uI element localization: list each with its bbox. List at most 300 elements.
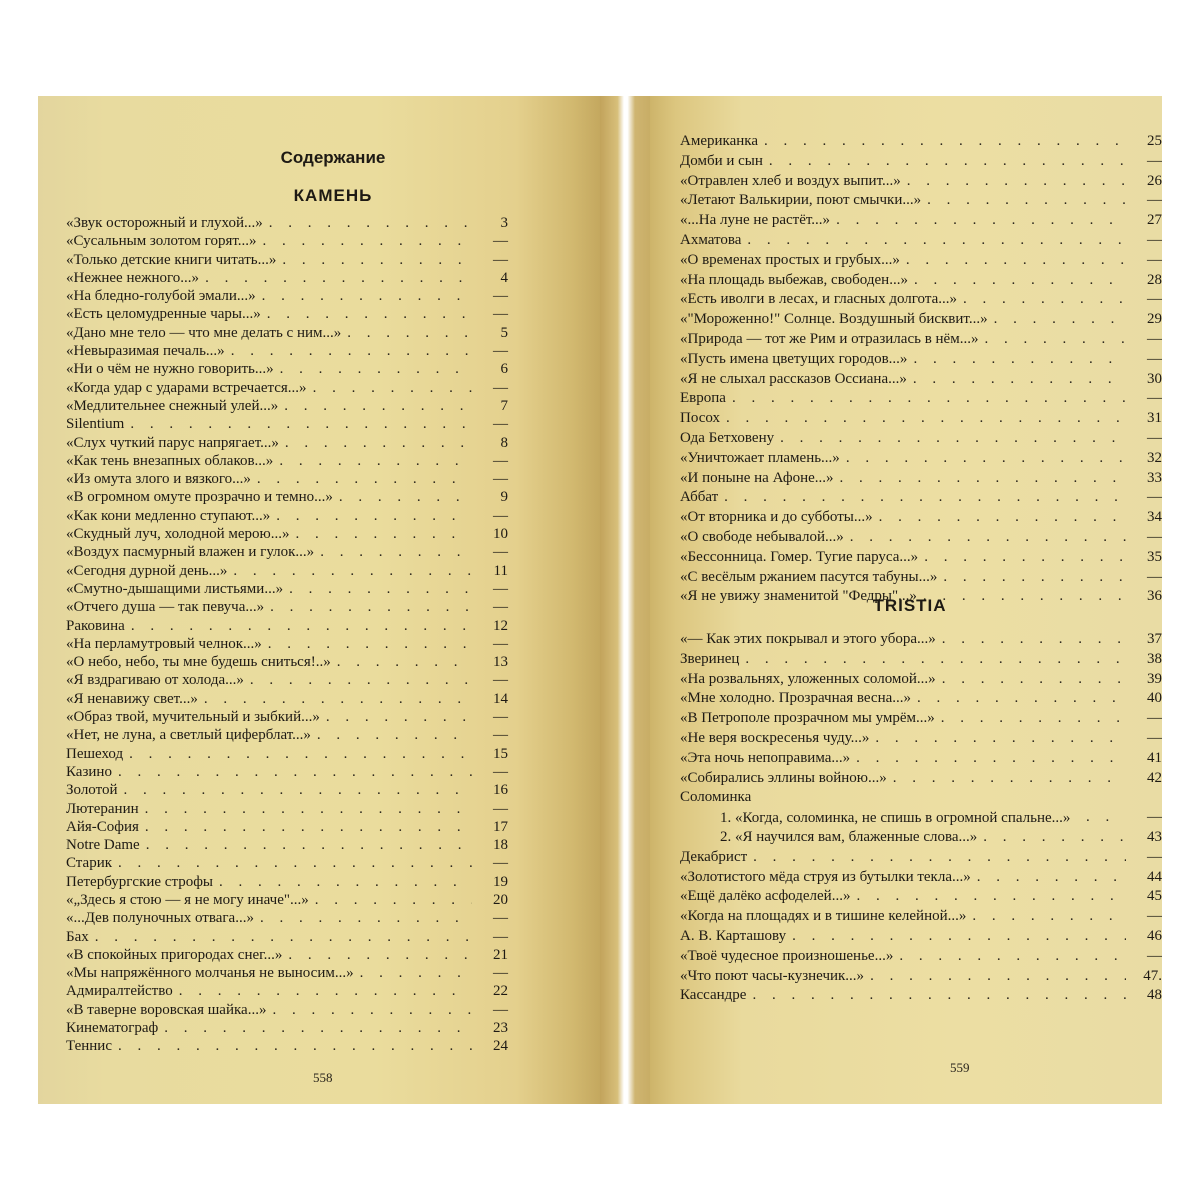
toc-entry-page: 41: [1147, 749, 1162, 766]
toc-entry-page: —: [1147, 152, 1162, 169]
toc-entry-title: А. В. Карташову: [680, 927, 787, 944]
toc-entry-page: —: [493, 599, 508, 616]
toc-entry-page: 21: [493, 946, 508, 963]
dot-leader: [267, 305, 472, 323]
toc-entry: [66, 232, 508, 250]
toc-entry-page: —: [493, 1001, 508, 1018]
toc-entry-page: —: [1147, 947, 1162, 964]
toc-entry-title: «Воздух пасмурный влажен и гулок...»: [66, 544, 315, 561]
dot-leader: [875, 729, 1126, 748]
dot-leader: [276, 507, 472, 525]
toc-entry-page: 27: [1147, 212, 1162, 229]
toc-entry-title: 2. «Я научился вам, блаженные слова...»: [720, 828, 978, 845]
toc-entry-title: «И поныне на Афоне...»: [680, 469, 834, 486]
toc-entry-title: «Золотистого мёда струя из бутылки текла...»: [680, 868, 971, 885]
toc-entry-page: —: [1147, 192, 1162, 209]
dot-leader: [124, 781, 473, 799]
toc-entry-title: Notre Dame: [66, 837, 140, 854]
toc-entry-title: «Что поют часы-кузнечик...»: [680, 967, 865, 984]
dot-leader: [250, 671, 472, 689]
toc-entry-title: «Когда на площадях и в тишине келейной...»: [680, 908, 967, 925]
toc-entry-title: «Образ твой, мучительный и зыбкий...»: [66, 709, 320, 726]
toc-entry-title: «Бессонница. Гомер. Тугие паруса...»: [680, 548, 919, 565]
toc-entry-title: Европа: [680, 390, 726, 407]
toc-entry-title: «Дано мне тело — что мне делать с ним...»: [66, 324, 342, 341]
toc-list-left: [66, 214, 508, 1056]
toc-entry: [680, 449, 1162, 469]
toc-entry-page: —: [1147, 710, 1162, 727]
toc-entry: [66, 708, 508, 726]
toc-entry-page: —: [1147, 729, 1162, 746]
toc-entry: [66, 982, 508, 1000]
toc-entry-page: —: [493, 288, 508, 305]
toc-entry-page: —: [1147, 390, 1162, 407]
toc-entry: [680, 947, 1162, 967]
dot-leader: [179, 982, 472, 1000]
toc-entry-title: «Нежнее нежного...»: [66, 269, 200, 286]
dot-leader: [913, 350, 1126, 369]
toc-entry: [66, 305, 508, 323]
toc-entry-title: Зверинец: [680, 650, 740, 667]
toc-entry: [66, 214, 508, 232]
dot-leader: [899, 947, 1126, 966]
toc-entry: [680, 630, 1162, 650]
dot-leader: [994, 310, 1126, 329]
dot-leader: [942, 670, 1126, 689]
toc-entry-title: «Летают Валькирии, поют смычки...»: [680, 192, 922, 209]
toc-entry: [66, 909, 508, 927]
toc-entry-title: «Отчего душа — так певуча...»: [66, 599, 265, 616]
toc-entry-page: —: [493, 800, 508, 817]
toc-entry-page: 8: [500, 434, 508, 451]
section-heading-kamen: КАМЕНЬ: [293, 186, 373, 205]
toc-entry: [66, 598, 508, 616]
dot-leader: [146, 836, 472, 854]
toc-entry: [66, 360, 508, 378]
toc-entry-title: Ода Бетховену: [680, 429, 775, 446]
toc-entry-title: Посох: [680, 410, 720, 427]
toc-entry-page: 3: [500, 215, 508, 231]
toc-entry-title: «Как кони медленно ступают...»: [66, 507, 271, 524]
dot-leader: [984, 330, 1126, 349]
dot-leader: [231, 342, 472, 360]
dot-leader: [233, 562, 472, 580]
toc-entry-page: —: [493, 855, 508, 872]
dot-leader: [282, 251, 472, 269]
toc-entry-title: «Есть иволги в лесах, и гласных долгота...»: [680, 291, 958, 308]
toc-entry-page: 6: [500, 361, 508, 378]
toc-entry-page: 32: [1147, 449, 1162, 466]
toc-entry: [680, 231, 1162, 251]
toc-entry-title: «О свободе небывалой...»: [680, 528, 844, 545]
toc-entry: [680, 528, 1162, 548]
toc-entry: [680, 251, 1162, 271]
dot-leader: [745, 650, 1126, 669]
dot-leader: [268, 635, 472, 653]
toc-entry: [66, 1037, 508, 1055]
toc-entry-title: Декабрист: [680, 848, 748, 865]
toc-entry: [680, 132, 1162, 152]
toc-entry-title: Аббат: [680, 489, 719, 506]
dot-leader: [263, 232, 472, 250]
toc-entry-page: 48: [1147, 987, 1162, 1004]
toc-entry-title: «Смутно-дышащими листьями...»: [66, 580, 284, 597]
section-heading-tristia: TRISTIA: [873, 596, 947, 615]
toc-entry: [680, 469, 1162, 489]
toc-entry-title: Бах: [66, 928, 89, 945]
toc-entry: [66, 690, 508, 708]
dot-leader: [315, 891, 472, 909]
toc-entry: [66, 671, 508, 689]
dot-leader: [326, 708, 472, 726]
toc-entry-title: Кинематограф: [66, 1020, 159, 1037]
toc-entry-page: —: [493, 452, 508, 469]
dot-leader: [753, 848, 1126, 867]
toc-entry-page: 17: [493, 818, 508, 835]
toc-entry-page: 7: [500, 397, 508, 414]
toc-entry-title: «Эта ночь непоправима...»: [680, 749, 851, 766]
toc-entry: [66, 507, 508, 525]
dot-leader: [272, 1001, 472, 1019]
toc-entry-title: «Невыразимая печаль...»: [66, 343, 225, 360]
toc-entry-title: «Звук осторожный и глухой...»: [66, 215, 263, 231]
dot-leader: [262, 287, 472, 305]
dot-leader: [279, 452, 472, 470]
toc-entry-page: —: [1147, 429, 1162, 446]
dot-leader: [870, 967, 1126, 986]
toc-entry-page: 18: [493, 837, 508, 854]
toc-entry-title: Раковина: [66, 617, 125, 634]
dot-leader: [284, 397, 472, 415]
toc-entry-page: 11: [493, 562, 508, 579]
toc-entry-page: 9: [500, 489, 508, 506]
toc-entry: [680, 887, 1162, 907]
toc-entry-page: —: [493, 233, 508, 250]
toc-entry: [680, 310, 1162, 330]
toc-entry-title: «Мне холодно. Прозрачная весна...»: [680, 690, 912, 707]
toc-entry-title: 1. «Когда, соломинка, не спишь в огромной спальне...»: [720, 810, 1071, 827]
toc-entry-title: «Сусальным золотом горят...»: [66, 233, 257, 250]
toc-list-right-top: [680, 132, 1162, 607]
toc-entry: [680, 650, 1162, 670]
dot-leader: [943, 568, 1126, 587]
toc-entry: [66, 617, 508, 635]
toc-entry: [66, 543, 508, 561]
toc-entry-page: —: [493, 672, 508, 689]
toc-entry-page: —: [493, 343, 508, 360]
toc-entry-title: «Твоё чудесное произношенье...»: [680, 947, 894, 964]
dot-leader: [917, 689, 1126, 708]
toc-entry: [66, 781, 508, 799]
dot-leader: [942, 630, 1126, 649]
toc-entry-page: —: [493, 416, 508, 433]
toc-entry-title: Золотой: [66, 782, 118, 799]
dot-leader: [726, 409, 1126, 428]
toc-entry-title: «Медлительнее снежный улей...»: [66, 397, 279, 414]
toc-entry-page: —: [493, 580, 508, 597]
toc-entry: [680, 729, 1162, 749]
toc-entry-page: 29: [1147, 311, 1162, 328]
toc-entry: [66, 488, 508, 506]
toc-entry-page: —: [493, 910, 508, 927]
toc-entry-page: 26: [1147, 172, 1162, 189]
toc-entry-page: —: [1147, 809, 1162, 826]
dot-leader: [963, 290, 1126, 309]
toc-entry: [680, 967, 1162, 987]
dot-leader: [913, 370, 1126, 389]
dot-leader: [972, 907, 1126, 926]
book-spread: [38, 96, 1162, 1104]
dot-leader: [792, 927, 1126, 946]
toc-entry-page: —: [1147, 251, 1162, 268]
toc-entry: [680, 927, 1162, 947]
toc-entry-page: 5: [500, 324, 508, 341]
toc-entry: [680, 488, 1162, 508]
toc-entry-page: 39: [1147, 670, 1162, 687]
toc-entry: [680, 290, 1162, 310]
dot-leader: [764, 132, 1126, 151]
toc-entry-title: «Природа — тот же Рим и отразилась в нём...»: [680, 330, 979, 347]
toc-entry-page: 28: [1147, 271, 1162, 288]
toc-entry-title: «Нет, не луна, а светлый циферблат...»: [66, 727, 311, 744]
dot-leader: [205, 269, 472, 287]
toc-entry-title: «Ещё далёко асфоделей...»: [680, 888, 851, 905]
dot-leader: [285, 434, 472, 452]
toc-entry-title: «В таверне воровская шайка...»: [66, 1001, 267, 1018]
right-page: [650, 96, 1162, 1104]
toc-entry: [680, 868, 1162, 888]
toc-entry-page: 47.: [1143, 967, 1162, 984]
dot-leader: [204, 690, 472, 708]
toc-entry-title: «В спокойных пригородах снег...»: [66, 946, 283, 963]
toc-entry-title: Старик: [66, 855, 113, 872]
dot-leader: [129, 745, 472, 763]
dot-leader: [270, 598, 472, 616]
toc-entry: [680, 350, 1162, 370]
toc-entry: [66, 379, 508, 397]
toc-entry: [66, 1019, 508, 1037]
toc-entry-page: 12: [493, 617, 508, 634]
toc-entry: [680, 709, 1162, 729]
toc-entry: [66, 525, 508, 543]
toc-entry-page: 25: [1147, 133, 1162, 149]
toc-entry: [66, 324, 508, 342]
toc-entry-title: «В огромном омуте прозрачно и темно...»: [66, 489, 333, 506]
toc-entry-title: «Слух чуткий парус напрягает...»: [66, 434, 279, 451]
toc-entry-title: «Пусть имена цветущих городов...»: [680, 350, 908, 367]
toc-entry-title: Пешеход: [66, 745, 124, 762]
dot-leader: [95, 928, 472, 946]
toc-list-right-bottom: [680, 630, 1162, 1006]
toc-entry: [66, 836, 508, 854]
toc-entry: [66, 342, 508, 360]
toc-entry-page: —: [493, 965, 508, 982]
dot-leader: [850, 528, 1126, 547]
toc-entry: [66, 928, 508, 946]
toc-entry: [680, 370, 1162, 390]
toc-entry: [680, 848, 1162, 868]
toc-entry-page: 22: [493, 983, 508, 1000]
dot-leader: [769, 152, 1126, 171]
dot-leader: [347, 324, 472, 342]
dot-leader: [288, 946, 472, 964]
toc-entry: [680, 568, 1162, 588]
toc-entry-title: «...На луне не растёт...»: [680, 212, 831, 229]
toc-entry-page: 4: [500, 269, 508, 286]
dot-leader: [983, 828, 1126, 847]
toc-entry-title: «Сегодня дурной день...»: [66, 562, 228, 579]
toc-entry-page: 40: [1147, 690, 1162, 707]
dot-leader: [145, 800, 472, 818]
toc-entry-page: —: [493, 709, 508, 726]
toc-entry: [66, 891, 508, 909]
toc-entry-title: Айя-София: [66, 818, 139, 835]
dot-leader: [780, 429, 1126, 448]
toc-entry-page: —: [493, 306, 508, 323]
dot-leader: [840, 469, 1126, 488]
toc-entry-page: —: [493, 507, 508, 524]
toc-entry-title: Соломинка: [680, 789, 752, 806]
toc-entry-page: —: [493, 251, 508, 268]
toc-entry: [66, 763, 508, 781]
dot-leader: [752, 986, 1126, 1005]
toc-entry-page: —: [493, 727, 508, 744]
toc-entry-page: 37: [1147, 631, 1162, 647]
left-page: [38, 96, 600, 1104]
dot-leader: [219, 873, 472, 891]
dot-leader: [906, 251, 1126, 270]
toc-entry: [680, 986, 1162, 1006]
toc-entry-title: Петербургские строфы: [66, 873, 213, 890]
dot-leader: [927, 191, 1126, 210]
toc-entry-page: —: [1147, 908, 1162, 925]
toc-entry: [66, 854, 508, 872]
toc-entry-page: —: [493, 471, 508, 488]
dot-leader: [296, 525, 472, 543]
dot-leader: [118, 763, 472, 781]
toc-entry-page: 19: [493, 873, 508, 890]
toc-entry-page: —: [493, 544, 508, 561]
toc-entry-title: «Я не слыхал рассказов Оссиана...»: [680, 370, 907, 387]
toc-entry: [66, 873, 508, 891]
dot-leader: [317, 726, 472, 744]
toc-entry-title: «Ни о чём не нужно говорить...»: [66, 361, 274, 378]
toc-entry: [66, 269, 508, 287]
toc-entry: [66, 635, 508, 653]
toc-entry-title: Домби и сын: [680, 152, 763, 169]
toc-entry: [66, 287, 508, 305]
toc-entry-title: «О небо, небо, ты мне будешь сниться!..»: [66, 654, 331, 671]
toc-entry-title: «Не веря воскресенья чуду...»: [680, 729, 870, 746]
toc-entry-title: «С весёлым ржанием пасутся табуны...»: [680, 568, 938, 585]
toc-entry-page: —: [1147, 330, 1162, 347]
dot-leader: [893, 769, 1126, 788]
toc-entry-title: «Скудный луч, холодной мерою...»: [66, 526, 290, 543]
dot-leader: [260, 909, 472, 927]
toc-entry: [680, 429, 1162, 449]
dot-leader: [856, 887, 1126, 906]
toc-entry-page: 24: [493, 1038, 508, 1055]
toc-entry-page: 46: [1147, 927, 1162, 944]
toc-entry: [66, 964, 508, 982]
toc-entry: [680, 389, 1162, 409]
toc-entry: [66, 653, 508, 671]
toc-entry: [66, 745, 508, 763]
toc-entry: [66, 1001, 508, 1019]
toc-entry-title: «"Мороженно!" Солнце. Воздушный бисквит...»: [680, 311, 988, 328]
toc-entry: [680, 409, 1162, 429]
toc-entry: [680, 508, 1162, 528]
toc-entry-title: «Когда удар с ударами встречается...»: [66, 379, 307, 396]
dot-leader: [289, 580, 472, 598]
toc-entry-title: «На розвальнях, уложенных соломой...»: [680, 670, 936, 687]
dot-leader: [339, 488, 472, 506]
toc-entry-page: —: [1147, 568, 1162, 585]
toc-entry-title: «Только детские книги читать...»: [66, 251, 277, 268]
toc-entry-page: —: [493, 379, 508, 396]
toc-entry-title: Казино: [66, 763, 112, 780]
dot-leader: [257, 470, 472, 488]
dot-leader: [907, 172, 1126, 191]
toc-entry-page: 45: [1147, 888, 1162, 905]
toc-entry-page: 20: [493, 891, 508, 908]
toc-entry-page: 38: [1147, 650, 1162, 667]
toc-entry-title: «Из омута злого и вязкого...»: [66, 471, 251, 488]
toc-entry-title: «О временах простых и грубых...»: [680, 251, 900, 268]
toc-entry-title: «На площадь выбежав, свободен...»: [680, 271, 908, 288]
toc-entry: [680, 769, 1162, 789]
toc-entry: [66, 726, 508, 744]
dot-leader: [924, 548, 1126, 567]
toc-entry: [66, 470, 508, 488]
toc-entry-title: «Как тень внезапных облаков...»: [66, 452, 274, 469]
toc-entry-page: 14: [493, 690, 508, 707]
toc-entry: [66, 580, 508, 598]
toc-entry-title: Адмиралтейство: [66, 983, 173, 1000]
dot-leader: [131, 617, 472, 635]
toc-entry-page: 30: [1147, 370, 1162, 387]
toc-entry-title: «Я вздрагиваю от холода...»: [66, 672, 244, 689]
dot-leader: [130, 415, 472, 433]
toc-entry-page: —: [1147, 231, 1162, 248]
toc-entry-title: Ахматова: [680, 231, 742, 248]
toc-entry: [680, 907, 1162, 927]
dot-leader: [320, 543, 472, 561]
toc-entry: [680, 211, 1162, 231]
toc-entry: [680, 670, 1162, 690]
toc-entry-page: 36: [1147, 588, 1162, 605]
toc-entry: [680, 191, 1162, 211]
toc-entry-page: —: [1147, 848, 1162, 865]
dot-leader: [313, 379, 472, 397]
toc-entry-page: 44: [1147, 868, 1162, 885]
toc-entry: [66, 397, 508, 415]
toc-entry-page: —: [493, 763, 508, 780]
toc-entry: [680, 828, 1162, 848]
toc-entry-title: «„Здесь я стою — я не могу иначе"...»: [66, 891, 309, 908]
dot-leader: [118, 854, 472, 872]
toc-entry: [66, 562, 508, 580]
dot-leader: [145, 818, 472, 836]
dot-leader: [977, 868, 1126, 887]
toc-entry-title: «Отравлен хлеб и воздух выпит...»: [680, 172, 901, 189]
toc-entry-page: —: [1147, 291, 1162, 308]
toc-entry: [680, 172, 1162, 192]
page-number-right: 559: [950, 1060, 970, 1075]
toc-entry-page: 42: [1147, 769, 1162, 786]
toc-entry-page: 43: [1147, 828, 1162, 845]
toc-entry: [680, 548, 1162, 568]
